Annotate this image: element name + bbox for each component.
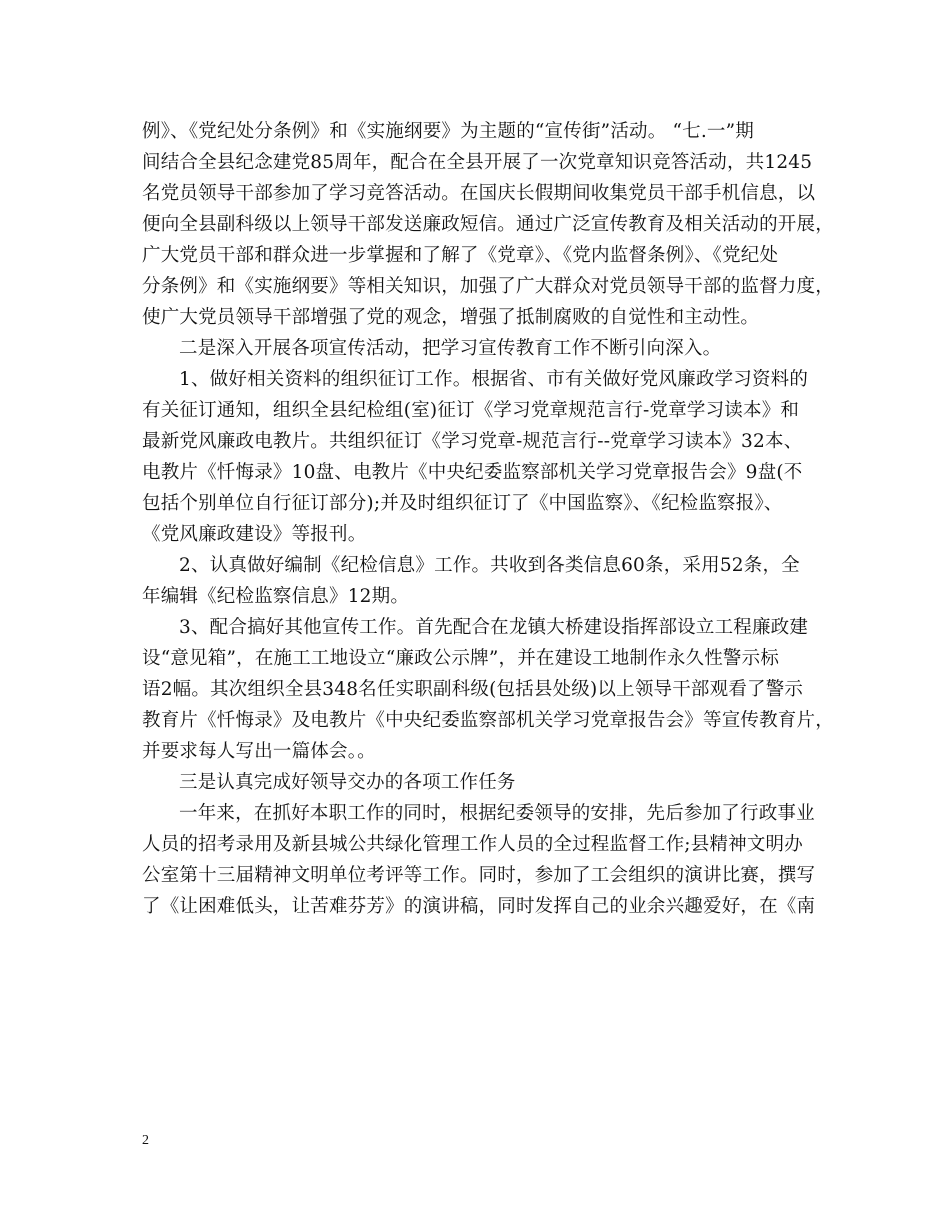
text-line: 一年来，在抓好本职工作的同时，根据纪委领导的安排，先后参加了行政事业 (179, 803, 815, 824)
page-number: 2 (142, 1133, 149, 1148)
text-line: 间结合全县纪念建党85周年，配合在全县开展了一次党章知识竞答活动，共1245 (142, 152, 813, 173)
text-line: 包括个别单位自行征订部分);并及时组织征订了《中国监察》、《纪检监察报》、 (142, 493, 783, 514)
text-line: 电教片《忏悔录》10盘、电教片《中央纪委监察部机关学习党章报告会》9盘(不 (142, 462, 803, 483)
text-line: 《党风廉政建设》等报刊。 (142, 524, 367, 545)
text-line: 最新党风廉政电教片。共组织征订《学习党章-规范言行--党章学习读本》32本、 (142, 431, 803, 452)
text-line: 便向全县副科级以上领导干部发送廉政短信。通过广泛宣传教育及相关活动的开展， (142, 214, 834, 235)
text-line: 二是深入开展各项宣传活动，把学习宣传教育工作不断引向深入。 (179, 338, 722, 359)
text-line: 年编辑《纪检监察信息》12期。 (142, 586, 410, 607)
text-line: 1、做好相关资料的组织征订工作。根据省、市有关做好党风廉政学习资料的 (179, 369, 809, 390)
text-line: 2、认真做好编制《纪检信息》工作。共收到各类信息60条，采用52条，全 (179, 555, 800, 576)
text-line: 语2幅。其次组织全县348名任实职副科级(包括县处级)以上领导干部观看了警示 (142, 679, 804, 700)
text-line: 3、配合搞好其他宣传工作。首先配合在龙镇大桥建设指挥部设立工程廉政建 (179, 617, 809, 638)
text-line: 了《让困难低头，让苦难芬芳》的演讲稿，同时发挥自己的业余兴趣爱好，在《南 (142, 896, 816, 917)
text-line: 分条例》和《实施纲要》等相关知识，加强了广大群众对党员领导干部的监督力度， (142, 276, 834, 297)
text-line: 有关征订通知，组织全县纪检组(室)征订《学习党章规范言行-党章学习读本》和 (142, 400, 800, 421)
text-line: 教育片《忏悔录》及电教片《中央纪委监察部机关学习党章报告会》等宣传教育片， (142, 710, 834, 731)
text-line: 使广大党员领导干部增强了党的观念，增强了抵制腐败的自觉性和主动性。 (142, 307, 760, 328)
text-line: 广大党员干部和群众进一步掌握和了解了《党章》、《党内监督条例》、《党纪处 (142, 245, 779, 266)
text-line: 名党员领导干部参加了学习竞答活动。在国庆长假期间收集党员干部手机信息，以 (142, 183, 816, 204)
text-line: 人员的招考录用及新县城公共绿化管理工作人员的全过程监督工作;县精神文明办 (142, 834, 803, 855)
text-line: 公室第十三届精神文明单位考评等工作。同时，参加了工会组织的演讲比赛，撰写 (142, 865, 816, 886)
body-text (142, 116, 834, 922)
text-line: 并要求每人写出一篇体会。。 (142, 741, 376, 762)
text-line: 三是认真完成好领导交办的各项工作任务 (179, 772, 516, 793)
text-line: 设“意见箱”，在施工工地设立“廉政公示牌”，并在建设工地制作永久性警示标 (142, 648, 780, 669)
text-line: 例》、《党纪处分条例》和《实施纲要》为主题的“宣传街”活动。 “七.一”期 (142, 121, 754, 142)
